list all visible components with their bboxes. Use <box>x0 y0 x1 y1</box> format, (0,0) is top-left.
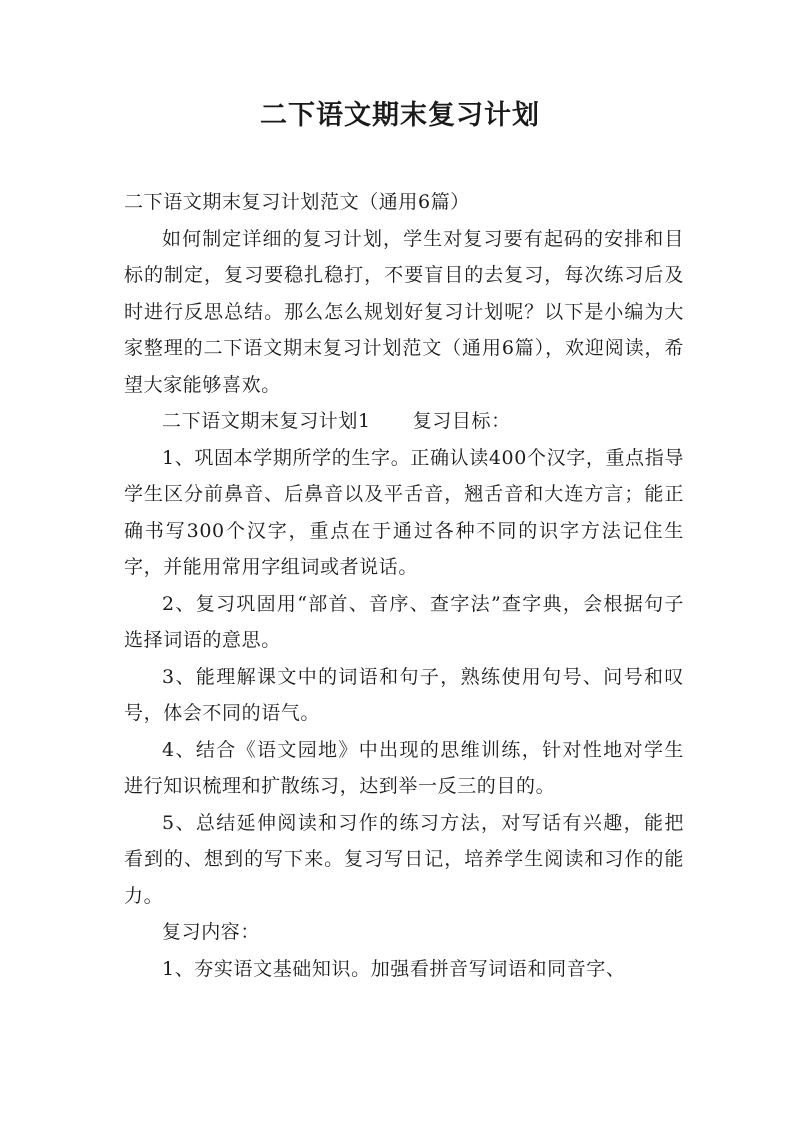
goal-item-5: 5、总结延伸阅读和习作的练习方法，对写话有兴趣，能把看到的、想到的写下来。复习写日记，培养学生阅读和习作的能力。 <box>124 811 684 907</box>
document-body <box>124 184 684 987</box>
plan-heading: 二下语文期末复习计划1 <box>162 410 371 432</box>
plan-heading-line <box>124 403 684 440</box>
content-label: 复习内容： <box>162 921 261 943</box>
subtitle: 二下语文期末复习计划范文（通用6篇） <box>124 191 470 213</box>
goal-item-2: 2、复习巩固用“部首、音序、查字法”查字典，会根据句子选择词语的意思。 <box>124 592 684 651</box>
document-title: 二下语文期末复习计划 <box>260 100 540 131</box>
goal-item-4: 4、结合《语文园地》中出现的思维训练，针对性地对学生进行知识梳理和扩散练习，达到举一反三的目的。 <box>124 738 684 797</box>
intro-paragraph: 如何制定详细的复习计划，学生对复习要有起码的安排和目标的制定，复习要稳扎稳打，不要盲目的去复习，每次练习后及时进行反思总结。那么怎么规划好复习计划呢？以下是小编为大家整理的二下语文期末复习计划范文（通用6篇），欢迎阅读，希望大家能够喜欢。 <box>124 227 684 396</box>
goal-item-3: 3、能理解课文中的词语和句子，熟练使用句号、问号和叹号，体会不同的语气。 <box>124 665 684 724</box>
goal-item-1: 1、巩固本学期所学的生字。正确认读400个汉字，重点指导学生区分前鼻音、后鼻音以及平舌音，翘舌音和大连方言；能正确书写300个汉字，重点在于通过各种不同的识字方法记住生字，并能用常用字组词或者说话。 <box>124 446 684 578</box>
content-item-1: 1、夯实语文基础知识。加强看拼音写词语和同音字、 <box>162 957 626 980</box>
goals-label: 复习目标： <box>412 410 511 432</box>
